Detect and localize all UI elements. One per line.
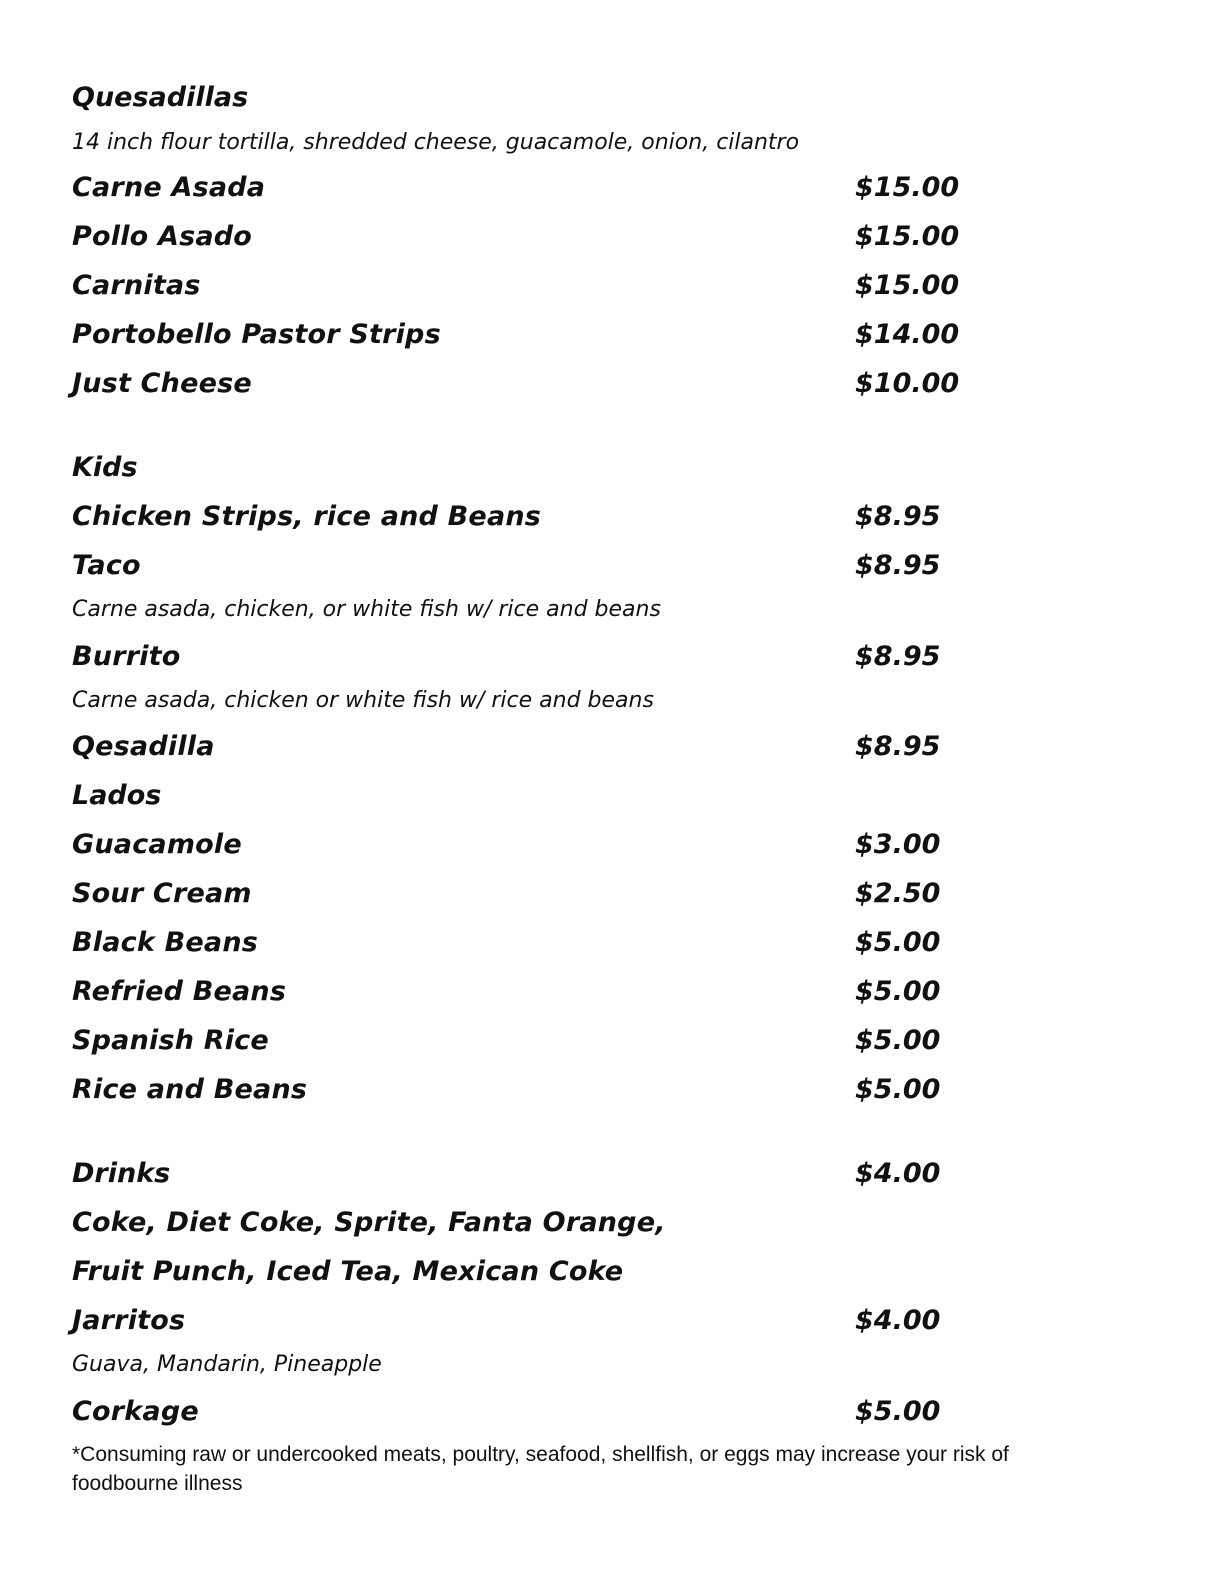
drinks-price: $4.00: [855, 1158, 941, 1189]
menu-item-name: Pollo Asado: [72, 221, 253, 252]
menu-item-name: Refried Beans: [72, 976, 287, 1007]
menu-item-name: Chicken Strips, rice and Beans: [72, 501, 542, 532]
menu-item-price: $8.95: [855, 550, 941, 581]
menu-item-price: $5.00: [855, 976, 941, 1007]
menu-item-price: $14.00: [855, 319, 960, 350]
menu-item-name: Jarritos: [72, 1305, 186, 1336]
quesadillas-heading: Quesadillas: [72, 82, 249, 113]
menu-item-name: Black Beans: [72, 927, 259, 958]
menu-item-name: Portobello Pastor Strips: [72, 319, 441, 350]
menu-item-name: Rice and Beans: [72, 1074, 308, 1105]
kids-heading: Kids: [72, 452, 138, 483]
menu-item-name: Guacamole: [72, 829, 242, 860]
menu-item-price: $15.00: [855, 221, 960, 252]
menu-item-price: $10.00: [855, 368, 960, 399]
drinks-list-line: Coke, Diet Coke, Sprite, Fanta Orange,: [72, 1207, 666, 1238]
food-safety-disclaimer: *Consuming raw or undercooked meats, poultry, seafood, shellfish, or eggs may increase your risk of foodbourne illness: [72, 1443, 1009, 1495]
menu-item-name: Taco: [72, 550, 141, 581]
menu-item-price: $8.95: [855, 641, 941, 672]
menu-item-name: Carnitas: [72, 270, 201, 301]
menu-item-price: $5.00: [855, 1074, 941, 1105]
menu-item-price: $5.00: [855, 1025, 941, 1056]
menu-item-price: $5.00: [855, 927, 941, 958]
menu-item-note: Carne asada, chicken or white fish w/ rice and beans: [72, 688, 654, 713]
menu-item-name: Just Cheese: [72, 368, 252, 399]
menu-item-name: Qesadilla: [72, 731, 215, 762]
menu-item-price: $8.95: [855, 501, 941, 532]
menu-item-price: $15.00: [855, 270, 960, 301]
menu-item-name: Corkage: [72, 1396, 199, 1427]
drinks-heading: Drinks: [72, 1158, 171, 1189]
menu-item-name: Burrito: [72, 641, 181, 672]
menu-item-note: Carne asada, chicken, or white fish w/ rice and beans: [72, 597, 661, 622]
menu-item-price: $8.95: [855, 731, 941, 762]
menu-item-price: $15.00: [855, 172, 960, 203]
menu-item-price: $3.00: [855, 829, 941, 860]
menu-item-name: Carne Asada: [72, 172, 266, 203]
menu-item-price: $2.50: [855, 878, 941, 909]
menu-item-price: $4.00: [855, 1305, 941, 1336]
menu-item-name: Spanish Rice: [72, 1025, 269, 1056]
menu-item-name: Sour Cream: [72, 878, 252, 909]
drinks-list-line: Fruit Punch, Iced Tea, Mexican Coke: [72, 1256, 624, 1287]
quesadillas-description: 14 inch flour tortilla, shredded cheese, guacamole, onion, cilantro: [72, 130, 800, 155]
lados-heading: Lados: [72, 780, 162, 811]
menu-item-price: $5.00: [855, 1396, 941, 1427]
menu-item-note: Guava, Mandarin, Pineapple: [72, 1352, 382, 1377]
